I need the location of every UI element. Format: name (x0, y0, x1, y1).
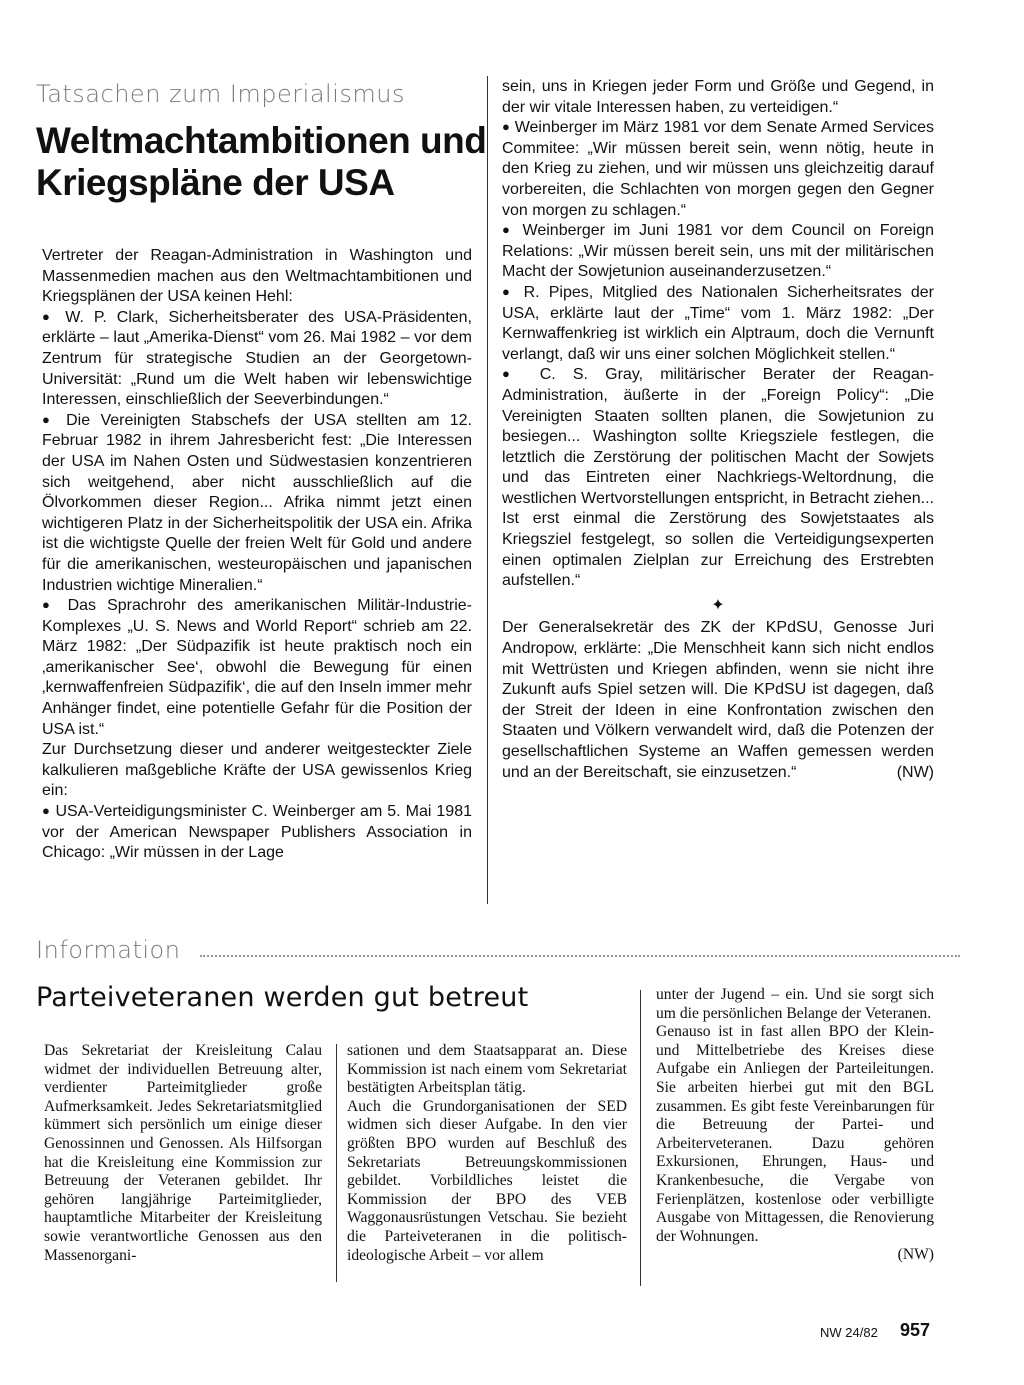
article2-column-1 (44, 1042, 322, 1265)
section-kicker-information: Information (36, 936, 181, 964)
bullet-icon: ● (502, 283, 515, 299)
body-paragraph: sationen und dem Staatsapparat an. Diese Kommission ist nach einem vom Sekretariat bestätigten Arbeitsplan tätig. (347, 1042, 627, 1097)
body-paragraph: sein, uns in Kriegen jeder Form und Größe und Gegend, in der wir vitale Interessen haben, zu verteidigen.“ (502, 78, 934, 116)
quote-item: ● Das Sprachrohr des amerikanischen Militär-Industrie-Komplexes „U. S. News and World Report“ schrieb am 22. März 1982: „Der Südpazifik ist heute praktisch noch ein ‚amerikanischer See‘, obwohl die Bewegung für einen ‚kernwaffenfreien Südpazifik‘, die auf den Inseln immer mehr Anhänger findet, eine potentielle Gefahr für die Position der USA ist.“ (42, 597, 472, 738)
section-kicker-imperialismus: Tatsachen zum Imperialismus (36, 80, 405, 108)
article-headline-usa: Weltmachtambitionen und Kriegspläne der USA (36, 120, 487, 203)
bullet-icon: ● (502, 222, 514, 238)
quote-item: ● W. P. Clark, Sicherheitsberater des USA-Präsidenten, erklärte – laut „Amerika-Dienst“ vom 26. Mai 1982 – vor dem Zentrum für strategische Studien an der Georgetown-Universität: „Rund um die Welt haben wir lebenswichtige Interessen, einschließlich der Seeverbindungen.“ (42, 308, 473, 409)
body-paragraph: Genauso ist in fast allen BPO der Klein- und Mittelbetriebe des Kreises diese Aufgabe ein Anliegen der Parteileitungen. Sie arbeiten hierbei gut mit den BGL zusammen. Es gibt feste Vereinbarungen für die Betreuung der Partei- und Arbeiterveteranen. Dazu gehören Exkursionen, Ehrungen, Haus- und Krankenbesuche, die Vergabe von Ferienplätzen, kostenlose oder verbilligte Ausgabe von Mittagessen, die Renovierung der Wohnungen. (656, 1023, 934, 1245)
quote-item: ● Die Vereinigten Stabschefs der USA stellten am 12. Februar 1982 in ihrem Jahresbericht fest: „Die Interessen der USA im Nahen Osten und Südwestasien konzentrieren sich weitgehend, aber nicht ausschließlich auf die Ölvorkommen dieser Region... Afrika nimmt jetzt einen wichtigeren Platz in der Sicherheitspolitik der USA ein. Afrika ist die wichtigste Quelle der freien Welt für Gold und andere für die amerikanischen, westeuropäischen und japanischen Industrien wichtige Mineralien.“ (42, 411, 472, 594)
quote-item: ● C. S. Gray, militärischer Berater der Reagan-Administration, äußerte in der „Foreign Policy“: „Die Vereinigten Staaten sollten planen, die Sowjetunion zu besiegen... Washington sollte Kriegsziele festlegen, die letztlich die Zerstörung der politischen Macht der Sowjets und das Eintreten einer Nachkriegs-Weltordnung, die westlichen Wertvorstellungen entspricht, in Betracht ziehen... Ist erst einmal die Zerstörung des Sowjetstaates als Kriegsziel festgelegt, so sollen die Verteidigungsexperten einen optimalen Zielplan zur Erreichung des Erstrebten aufstellen.“ (502, 366, 934, 590)
column-divider (487, 76, 488, 904)
dotted-rule (200, 955, 960, 957)
quote-item: ● R. Pipes, Mitglied des Nationalen Sicherheitsrates der USA, erklärte laut der „Time“ vom 1. März 1982: „Der Kernwaffenkrieg ist wirklich ein Alptraum, doch die Vernunft verlangt, daß wir uns einer solchen Möglichkeit stellen.“ (502, 283, 934, 363)
bullet-icon: ● (502, 366, 523, 382)
column-divider (336, 1044, 337, 1282)
page-number: 957 (900, 1320, 931, 1340)
bullet-icon: ● (42, 803, 51, 819)
bullet-icon: ● (42, 411, 56, 427)
body-paragraph: Das Sekretariat der Kreisleitung Calau widmet der individuellen Betreuung alter, verdienter Parteimitglieder große Aufmerksamkeit. Jedes Sekretariatsmitglied kümmert sich persönlich um einige dieser Genossinnen und Genossen. Als Hilfsorgan hat die Kreisleitung eine Kommission zur Betreuung der Veteranen gebildet. Ihr gehören langjährige Parteimitglieder, hauptamtliche Mitarbeiter der Kreisleitung sowie verantwortliche Genossen aus den Massenorgani- (44, 1042, 322, 1264)
article2-column-2 (347, 1042, 627, 1265)
body-paragraph: Auch die Grundorganisationen der SED widmen sich dieser Aufgabe. In den vier größten BPO wurden auf Beschluß des Sekretariats Betreuungskommissionen gebildet. Vorbildliches leistet die Kommission der BPO des VEB Waggonausrüstungen Vetschau. Sie bezieht die Parteiveteranen in die politisch-ideologische Arbeit – vor allem (347, 1097, 627, 1264)
bullet-icon: ● (502, 119, 511, 135)
closing-paragraph: Der Generalsekretär des ZK der KPdSU, Genosse Juri Andropow, erklärte: „Die Menschheit kann sich nicht endlos mit Wettrüsten und Kriegen abfinden, wenn sie nicht ihre Zukunft aufs Spiel setzen will. Die KPdSU ist dagegen, daß der Streit der Ideen in eine Konfrontation zwischen den Staaten und Völkern verwandelt wird, daß die Potenzen der gesellschaftlichen Systeme an Waffen gemessen werden und an der Bereitschaft, sie einzusetzen.“ (NW) (502, 618, 934, 783)
body-paragraph: unter der Jugend – ein. Und sie sorgt sich um die persönlichen Belange der Veteranen. (656, 986, 934, 1022)
bullet-icon: ● (42, 308, 56, 324)
source-tag: (NW) (896, 763, 934, 781)
article2-column-3 (656, 986, 934, 1265)
article1-right-column (502, 77, 934, 783)
body-paragraph: Zur Durchsetzung dieser und anderer weitgesteckter Ziele kalkulieren maßgebliche Kräfte der USA gewissenlos Krieg ein: (42, 741, 472, 800)
quote-item: ● USA-Verteidigungsminister C. Weinberger am 5. Mai 1981 vor der American Newspaper Publishers Association in Chicago: „Wir müssen in der Lage (42, 803, 473, 862)
separator-star-icon: ✦ (711, 596, 725, 614)
source-tag: (NW) (897, 1246, 934, 1264)
issue-number: NW 24/82 (820, 1325, 878, 1340)
article1-left-column (42, 246, 472, 864)
quote-item: ● Weinberger im Juni 1981 vor dem Council on Foreign Relations: „Wir müssen bereit sein, uns mit der militärischen Macht der Sowjetunion auseinanderzusetzen.“ (502, 222, 934, 281)
column-divider (640, 990, 641, 1286)
intro-paragraph: Vertreter der Reagan-Administration in Washington und Massenmedien machen aus den Weltmachtambitionen und Kriegsplänen der USA keinen Hehl: (42, 247, 472, 306)
bullet-icon: ● (42, 597, 57, 613)
quote-item: ● Weinberger im März 1981 vor dem Senate Armed Services Commitee: „Wir müssen bereit sein, wenn nötig, heute in den Krieg zu ziehen, und wir müssen uns gleichzeitig darauf vorbereiten, die Schlachten von morgen gegen den Gegner von morgen zu schlagen.“ (502, 119, 934, 219)
article-headline-veteranen: Parteiveteranen werden gut betreut (36, 982, 529, 1013)
